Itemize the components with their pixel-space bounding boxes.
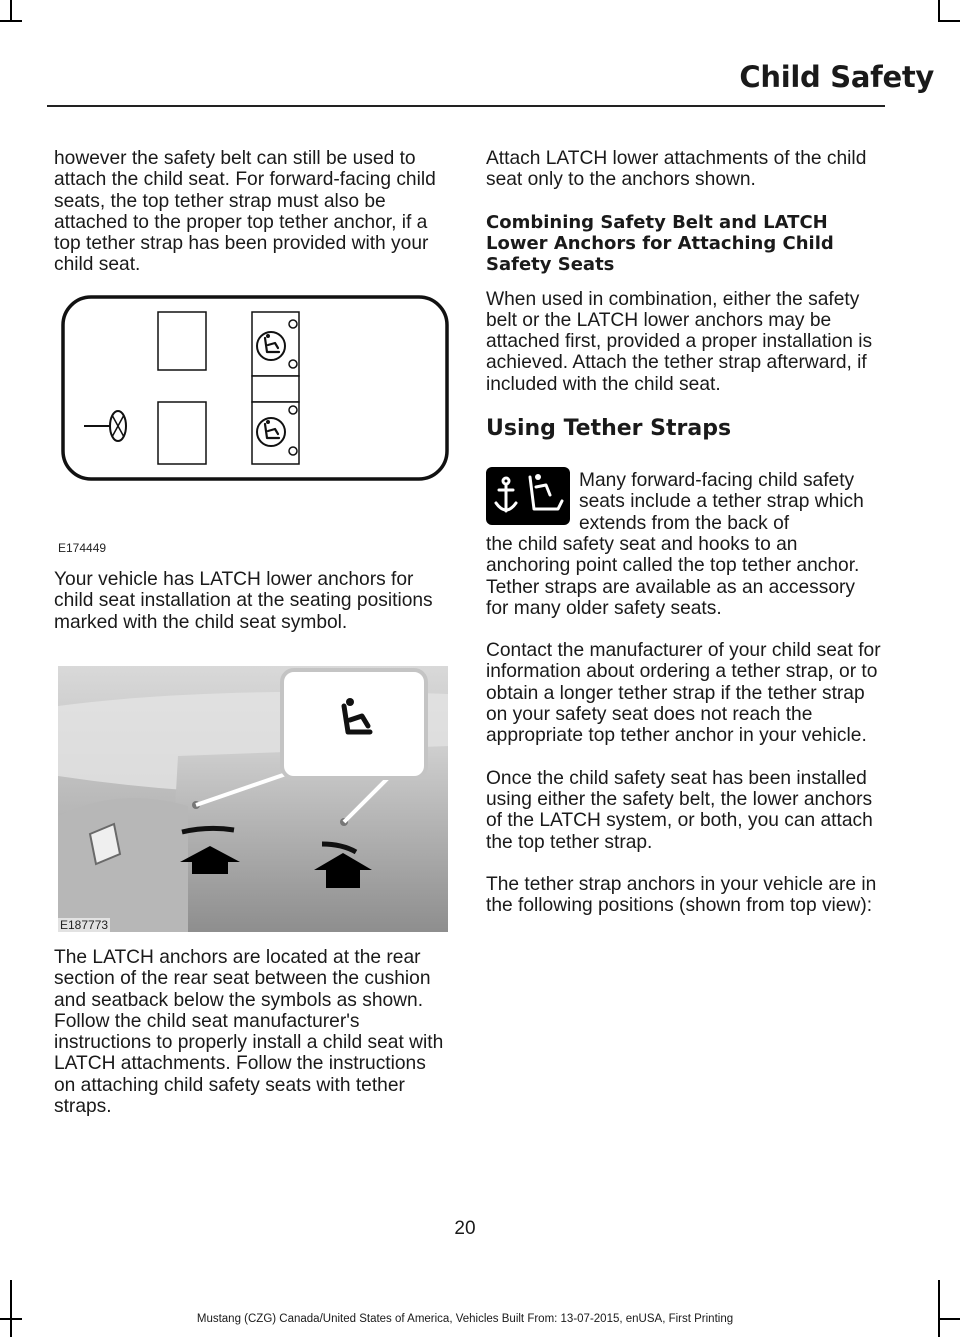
attach-paragraph: Attach LATCH lower attachments of the child seat only to the anchors shown. xyxy=(486,148,867,191)
center-console xyxy=(252,376,299,402)
symbol-callout xyxy=(282,670,426,778)
contact-paragraph: Contact the manufacturer of your child seat for information about ordering a tether strap, or to obtain a longer tether strap if the tether strap on your safety seat does not reach the appropriate top tether anchor in your vehicle. xyxy=(486,640,881,747)
tether-anchor-icon xyxy=(486,467,570,525)
combining-paragraph: When used in combination, either the safety belt or the LATCH lower anchors may be attached first, provided a proper installation is achieved. Attach the tether strap afterward, if included with the child seat. xyxy=(486,288,873,395)
publication-line: Mustang (CZG) Canada/United States of America, Vehicles Built From: 13-07-2015, enUSA, First Printing xyxy=(196,1313,734,1325)
anchor-marker xyxy=(289,447,297,455)
crop-mark xyxy=(938,20,960,22)
child-seat-icon xyxy=(257,332,285,360)
figure-code: E174449 xyxy=(58,541,107,555)
right-column-bottom xyxy=(486,534,881,937)
anchor-marker xyxy=(289,360,297,368)
left-column-bottom xyxy=(54,947,449,1138)
figure-code: E187773 xyxy=(60,918,109,932)
crop-mark xyxy=(938,0,940,22)
anchors-paragraph: Your vehicle has LATCH lower anchors for child seat installation at the seating positions marked with the child seat symbol. xyxy=(54,569,433,633)
left-column-top xyxy=(54,148,449,297)
crop-mark xyxy=(938,1318,960,1320)
crop-mark xyxy=(938,1280,940,1337)
crop-mark xyxy=(10,1280,12,1337)
once-paragraph: Once the child safety seat has been installed using either the safety belt, the lower anchors of the LATCH system, or both, you can attach the top tether strap. xyxy=(486,767,873,853)
crop-mark xyxy=(0,20,22,22)
page-number: 20 xyxy=(454,1218,476,1239)
child-seat-icon xyxy=(257,418,285,446)
positions-paragraph: The tether strap anchors in your vehicle are in the following positions (shown from top view): xyxy=(486,873,877,917)
latch-anchor-illustration xyxy=(58,666,448,932)
intro-paragraph: however the safety belt can still be used to attach the child seat. For forward-facing child seats, the top tether strap must also be attached to the proper top tether anchor, if a top tether strap has been provided with your child seat. xyxy=(54,148,436,276)
seating-plan-diagram xyxy=(60,294,452,484)
tether-heading: Using Tether Straps xyxy=(486,416,732,442)
header-rule xyxy=(47,105,885,107)
location-paragraph: The LATCH anchors are located at the rear section of the rear seat between the cushion and seatback below the symbols as shown. Follow the child seat manufacturer's instructions to properly install a child seat with LATCH attachments. Follow the instructions on attaching child safety seats with tether straps. xyxy=(54,947,444,1118)
front-left-seat xyxy=(158,312,206,370)
combining-heading: Combining Safety Belt and LATCH Lower Anchors for Attaching Child Safety Seats xyxy=(486,211,834,275)
tether-paragraph-end: the child safety seat and hooks to an anchoring point called the top tether anchor. Tether straps are available as an accessory for many older safety seats. xyxy=(486,534,860,619)
crop-mark xyxy=(10,0,12,22)
rear-left-seat xyxy=(158,402,206,464)
anchor-marker xyxy=(289,406,297,414)
right-column-top xyxy=(486,148,881,452)
anchor-marker xyxy=(289,320,297,328)
tether-paragraph-start: Many forward-facing child safety seats include a tether strap which extends from the back of xyxy=(579,470,864,534)
left-column-middle xyxy=(54,569,449,654)
tether-wrap-text xyxy=(579,470,881,534)
page-title: Child Safety xyxy=(739,60,934,94)
